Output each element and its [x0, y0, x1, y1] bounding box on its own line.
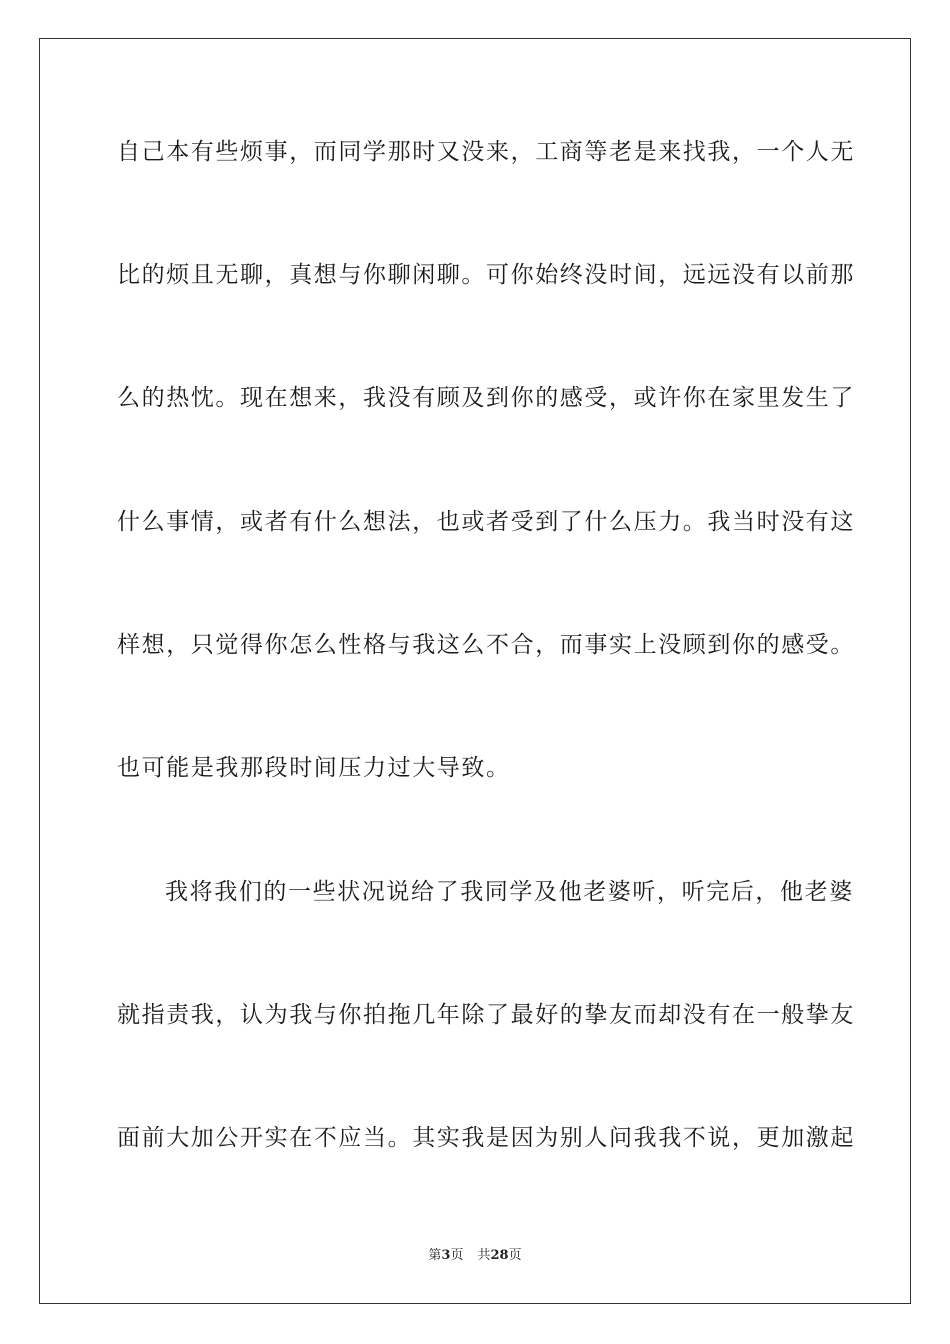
page-footer: [0, 1248, 950, 1264]
body-line-9: 面前大加公开实在不应当。其实我是因为别人问我我不说，更加激起: [117, 1125, 855, 1151]
body-line-6: 也可能是我那段时间压力过大导致。: [117, 755, 511, 781]
footer-page-unit: 页: [450, 1248, 464, 1263]
body-line-4: 什么事情，或者有什么想法，也或者受到了什么压力。我当时没有这: [117, 509, 855, 535]
body-line-1: 自己本有些烦事，而同学那时又没来，工商等老是来找我，一个人无: [117, 139, 855, 165]
total-pages-number: 28: [490, 1248, 509, 1263]
footer-prefix: 第: [428, 1248, 442, 1263]
body-line-8: 就指责我，认为我与你拍拖几年除了最好的挚友而却没有在一般挚友: [117, 1002, 855, 1028]
footer-total-prefix: 共: [477, 1248, 491, 1263]
body-line-2: 比的烦且无聊，真想与你聊闲聊。可你始终没时间，远远没有以前那: [117, 262, 855, 288]
page-frame: [39, 38, 911, 1304]
body-line-3: 么的热忱。现在想来，我没有顾及到你的感受，或许你在家里发生了: [117, 385, 855, 411]
footer-total-unit: 页: [508, 1248, 522, 1263]
body-line-5: 样想，只觉得你怎么性格与我这么不合，而事实上没顾到你的感受。: [117, 632, 855, 658]
body-line-7: 我将我们的一些状况说给了我同学及他老婆听，听完后，他老婆: [165, 879, 854, 905]
current-page-number: 3: [441, 1248, 451, 1263]
